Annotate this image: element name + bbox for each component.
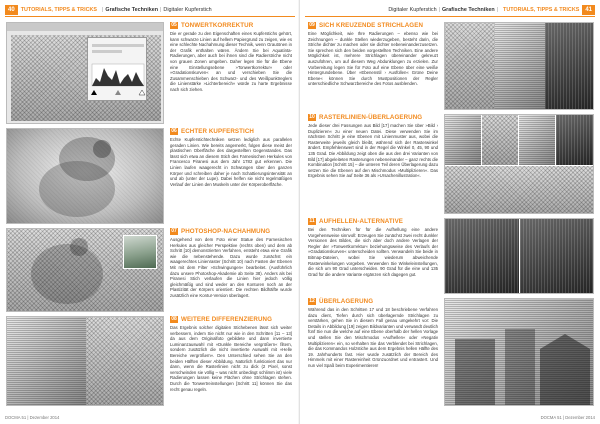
variant-panel	[520, 219, 594, 294]
section-title: ECHTER KUPFERSTICH	[181, 128, 254, 135]
right-subsection-1: Grafische Techniken	[441, 6, 495, 13]
section-text	[308, 114, 438, 214]
header-rule	[305, 16, 595, 17]
raster-tile	[445, 115, 482, 165]
section-body: Echte Kupferstichtechniken setzen lediglich aus parallelen geraden Linien. Wie bereits angemerkt, folgen diese meist der plastischen Oberfläche des dargestellten Gegenstandes. Das lässt sich etwa an diesem Stich des Farnesischen Herkules von Francesco Piranesi aus dem Jahr 1782 gut erkennen. Die Linien laufen waagerecht in Schwüngen über den ganzen Körper und schreiben daher je nach Schattierungsintensität an und ab (unter der Lupe). Dabei helfen sie nicht regelmäßigen Verlauf der Linien den Muskeln unter der Körperoberfläche.	[170, 137, 292, 187]
header-separator: |	[160, 6, 162, 13]
section-text	[170, 316, 292, 406]
step-number-badge: 11	[309, 218, 315, 224]
brighten-alternative-image	[444, 218, 594, 294]
section-text	[170, 228, 292, 312]
section-row	[308, 114, 594, 214]
section-title: PHOTOSHOP-NACHAHMUNG	[181, 228, 271, 235]
right-page-number: 41	[582, 5, 595, 15]
section-body: Jede dieser drei Fassungen aus Bild [17] machen Sie über »Bild › Duplizieren« zu einer neuen Datei. Diese verwenden Sie im nächsten Schritt je eine Ebenen mit Linienmuster aus, wobei die Rasterweite jeweils gleich bleibt, während sich der Rasterwinkel ändert. Empfehlenswert sind in der Regel die Winkel 0, 45, 90 und 135 Grad. Die Abbildung zeigt oben die aus den drei Varianten von Bild [17] abgeleiteten Rasterungen nebeneinander – ganz rechts die Kombination [Schritt 15] – die unteren Teil deren Überlagerung dazu setzen Sie die Ebenen auf den Mischmodus »Multiplizieren«. Das Ergebnis sehen Sie auf Seite 36 als »Ursachenillustration«.	[308, 123, 438, 179]
variant-panel	[445, 23, 495, 110]
photoshop-levels-screenshot	[6, 22, 164, 124]
left-subsection-2: Digitaler Kupferstich	[163, 6, 212, 13]
step-number-badge: 06	[171, 128, 177, 134]
header-separator: |	[101, 6, 104, 13]
section-body: Das Ergebnis solcher digitalen Stichebenen lässt sich weiter verbessern, indem Sie nicht nur wie in den Schritten [11 – 13] da aus dem Originalfoto gebildete und dann invertierte Luminanzauswahl mit »Dunkle Bereiche vergrößern« filtern, sondern zusätzlich die nicht invertierte Auswahl mit »Helle Bereiche vergrößern«. Den Unterschied sehen Sie an den beiden Hälften dieser Abbildung. Natürlich funktioniert das nur dann, wenn die Rasterlinien nicht zu dick (2 Pixel, sonst verschwinden sie völlig – was nicht unbedingt schlimm ist) viele Radierungen lassen keine Flächen ohne Strichlagen stehen. Durch die Tonwertreinstellungen [Schritt 11] können Sie das recht genau regeln.	[170, 325, 292, 392]
right-page	[300, 0, 600, 424]
differentiation-image	[6, 316, 164, 406]
right-half-variant	[86, 317, 164, 406]
section-row	[308, 218, 594, 294]
left-page-header	[5, 4, 212, 15]
levels-dialog	[87, 37, 147, 101]
section-text	[308, 218, 438, 294]
hercules-figure-icon	[7, 129, 164, 224]
section-heading	[170, 228, 292, 235]
section-heading	[308, 22, 438, 29]
step-number-badge: 07	[171, 228, 177, 234]
section-heading	[170, 128, 292, 135]
step-number-badge: 12	[309, 298, 315, 304]
raster-overlay-grid	[444, 114, 594, 214]
photoshop-imitation-image	[6, 228, 164, 312]
raster-combined	[445, 166, 594, 214]
section-title: SICH KREUZENDE STRICHLAGEN	[319, 22, 424, 29]
section-title: ÜBERLAGERUNG	[319, 298, 374, 305]
section-body: Während das in den Schritten 17 und 18 beschriebene Verfahren dazu dient, Tiefen durch sich überlagernde Strichlagen zu verstärken, gehen Sie in diesem Fall genau umgekehrt vor: Die Details in Abbildung [19] zeigen Bildvarianten und verwandt deutlich fünf Sie nun die welche auf eine Ebene oberhalb der hellen Vorlage und stellen Sie den Mischmodus »Aufhellen« oder »Negativ Multiplizieren« ein, so verhalten Sie das Verblendet bei Strichlagen, die das Kommandos Holzstiche aus dem Ergebnis hellen Hälfte des 19. Jahrhunderts fast. Hier wurde zusätzlich der Bereich des Himmels mit einer Rastereinheit Grünzuordnet und entrastert. Und nun viel Spaß beim Experimentieren!	[308, 307, 438, 368]
right-section-label: TUTORIALS, TIPPS & TRICKS	[503, 6, 580, 13]
section-title: AUFHELLEN-ALTERNATIVE	[319, 218, 404, 225]
left-page-number: 40	[5, 5, 18, 15]
section-text	[170, 128, 292, 224]
section-row	[6, 228, 292, 312]
section-heading	[308, 298, 438, 305]
variant-panel	[545, 23, 594, 110]
section-heading	[170, 316, 292, 323]
section-body: Bei den Techniken für für die Aufhellung eine andere Vorgehensweise sinnvoll: Erzeugen Sie zunächst zwei recht dunkler Versionen des Bildes, die sich aber doch andere Verlagen der Regler der »Tonwertkorrektur« beziehungsweise des Verlaufs der »Gradationskurven« unterscheiden sollten. Verwandeln Sie beide in Bitmap-Dateien, wobei Sie wiederum abweichende Rasterwinkelungen vorgeben. Verwenden Sie Winkeleinstellungen, die sich um 90 Grad unterscheiden. 90 Grad für die eine und 135 Grad für die andere Variante ergänzen sich dagegen gut.	[308, 227, 438, 277]
header-separator: |	[438, 6, 440, 13]
piranesi-engraving-image	[6, 128, 164, 224]
histogram-icon	[88, 38, 148, 102]
section-title: WEITERE DIFFERENZIERUNG	[181, 316, 272, 323]
right-page-header	[388, 4, 595, 15]
section-title: TONWERTKORREKTUR	[181, 22, 254, 29]
section-row	[308, 298, 594, 406]
dialog-titlebar	[7, 23, 164, 31]
left-footer: DOCMA 51 | Dezember 2014	[5, 415, 60, 420]
left-half-variant	[7, 317, 86, 406]
crossing-lines-image	[444, 22, 594, 110]
section-text	[308, 22, 438, 110]
header-separator: |	[496, 6, 499, 13]
section-heading	[170, 22, 292, 29]
right-subsection-2: Digitaler Kupferstich	[388, 6, 437, 13]
left-subsection-1: Grafische Techniken	[105, 6, 159, 13]
architecture-scene-icon	[445, 299, 594, 406]
step-number-badge: 10	[309, 114, 315, 120]
step-number-badge: 09	[309, 22, 315, 28]
overlay-result-image	[444, 298, 594, 406]
section-heading	[308, 114, 438, 121]
step-number-badge: 05	[171, 22, 177, 28]
section-row	[6, 128, 292, 224]
raster-tile	[556, 115, 594, 165]
left-section-label: TUTORIALS, TIPPS & TRICKS	[20, 6, 97, 13]
section-text	[308, 298, 438, 406]
right-footer: DOCMA 51 | Dezember 2014	[540, 415, 595, 420]
section-body: Ausgehend von dem Foto einer Statue des Farnesischen Herkules aus gleicher Perspektive (rechts oben) und dem ab Schritt [10] demonstrierten Verfahren, entsteht etwa eine Grafik wie die nebenstehende. Dazu wurde zunächst ein waagerechtes Linienraster (Schritt 10) nach Fasten der Ebenen Mit mit dem Filter »Schwingungen« bearbeitet. (Ausführlich dazu unsere Photoshop-Akademie ab Seite 38). Anders als bei Piranesi Stich verlaufen die Linien hier jedoch völlig gleichmäßig und sind weder an den Konturen noch an der Plastizität der Körpers orientiert. Die rechten Bildhälfte wurde zusätzlich eine Kontur-Version überlagert.	[170, 237, 292, 298]
section-heading	[308, 218, 438, 225]
section-text	[170, 22, 292, 124]
section-body: Die er gerade zu den Eigenschaften eines Kupferstichs gehört, kann schwarze Linien auf hellem Papiergrund zu zeigen, wie es eine schlechte Nachahmung dieser Technik, wenn Grautönen in der Grafik enthalten wären. Ändern Sie bei Aquatinta-Radierungen, aber auch bei ihnen sind die Radierstriche nicht von grauen Zonen umgeben. Daher legen Sie für die Ebene eine Einstellungsebene »Tonwertkorrektur« oder »Gradationskurven« an und verschieben Sie die Zusammenschieben des Schwarz- und des Weißpunktreglers die Linienstärke »Lichterbereich« würde zu harte Ergebnisse nach sich ziehen.	[170, 31, 292, 92]
step-number-badge: 08	[171, 316, 177, 322]
variant-panel	[495, 23, 545, 110]
section-row	[6, 316, 292, 406]
header-rule	[5, 16, 295, 17]
statue-photo-inset	[123, 235, 157, 269]
raster-tile	[519, 115, 556, 165]
raster-tile	[482, 115, 519, 165]
section-title: RASTERLINIEN-ÜBERLAGERUNG	[319, 114, 423, 121]
section-row	[308, 22, 594, 110]
section-body: Eine Möglichkeit, wie Ihre Radierungen – ebenso wie bei Zeichnungen – dunkle Stellen wiederzugeben, besteht darin, die Striche dichter zu machen oder sie dichter nebeneinanderzusetzen. Sie sprechen sich den beiden vorgestellten Techniken. Eine andere Möglichkeit ist, mehrere Strichlagen übereinander gekreuzt auszuführen, um auf diesem Weg Abdunklungen zu erzielen. Zur Vorbereitung legen Sie für Foto auf eine Ebene über eine weiße Hintergrundebene. Über »Ebenenstil › Ausfüllen« Grüne Deine Ebene« können Sie durch Mustpositionen der Regler unterschiedliche Schwarzbereiche des Fotos ausblenden.	[308, 31, 438, 87]
variant-panel	[445, 219, 520, 294]
section-row	[6, 22, 292, 124]
